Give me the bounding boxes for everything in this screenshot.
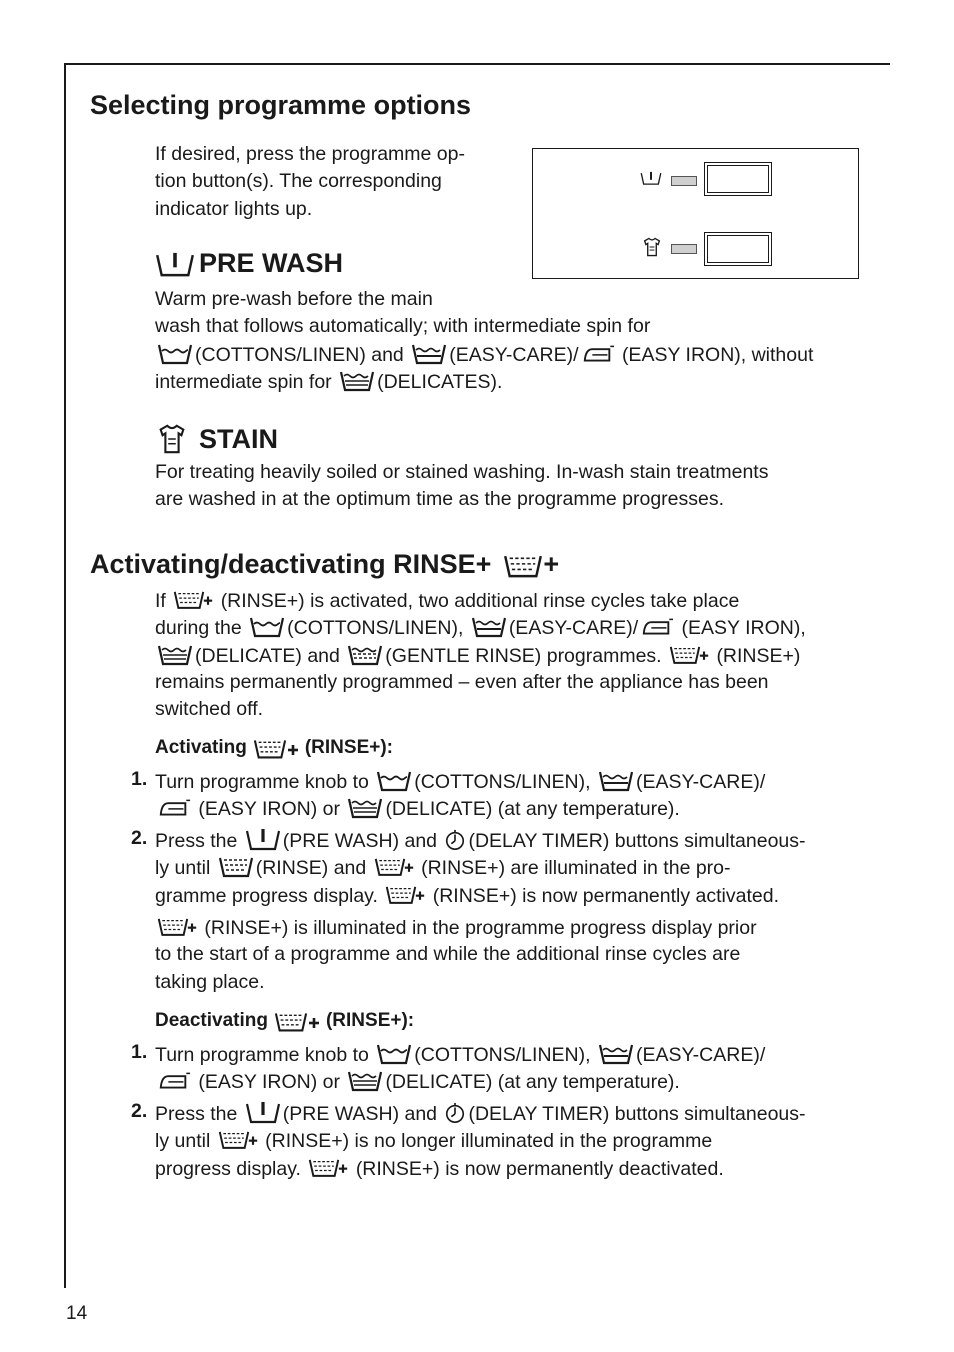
easy-iron-icon bbox=[640, 614, 674, 638]
prewash-button[interactable] bbox=[704, 162, 772, 196]
prewash-description bbox=[155, 286, 813, 395]
prewash-title: PRE WASH bbox=[199, 248, 344, 278]
delicate-icon bbox=[157, 642, 193, 666]
easy-iron-icon bbox=[581, 341, 615, 365]
step-line: (EASY IRON) or (DELICATE) (at any temperature). bbox=[155, 1068, 765, 1095]
cottons-icon bbox=[157, 341, 193, 365]
activating-heading: Activating (RINSE+): bbox=[155, 737, 394, 758]
stain-line: For treating heavily soiled or stained washing. In-wash stain treatments bbox=[155, 461, 769, 483]
stain-shirt-icon bbox=[155, 422, 189, 456]
stain-button[interactable] bbox=[704, 232, 772, 266]
rinse-icon bbox=[218, 854, 254, 878]
step-line: Press the (PRE WASH) and (DELAY TIMER) buttons simultaneous- bbox=[155, 1100, 806, 1127]
stain-title: STAIN bbox=[199, 423, 278, 454]
prewash-line: wash that follows automatically; with intermediate spin for bbox=[155, 315, 651, 338]
prewash-indicator-light bbox=[671, 176, 697, 186]
rinse-plus-icon bbox=[157, 914, 189, 938]
rinse-plus-description bbox=[155, 587, 806, 723]
option-buttons-illustration bbox=[532, 148, 859, 279]
section-title-programme-options: Selecting programme options bbox=[90, 90, 472, 120]
plus-icon bbox=[308, 1009, 320, 1033]
rinse-plus-sign: + bbox=[543, 549, 560, 579]
deactivating-step-2 bbox=[155, 1100, 806, 1182]
step-number: 2. bbox=[131, 1100, 148, 1122]
rinse-line: during the (COTTONS/LINEN), (EASY-CARE)/ (EASY IRON), bbox=[155, 614, 806, 641]
step-line: progress display. (RINSE+) is now permanently deactivated. bbox=[155, 1155, 806, 1182]
activating-step-1 bbox=[155, 768, 765, 823]
rinse-line: switched off. bbox=[155, 698, 264, 721]
stain-heading bbox=[155, 422, 278, 456]
rinse-line: remains permanently programmed – even after the appliance has been bbox=[155, 670, 769, 693]
plus-icon bbox=[404, 854, 414, 878]
plus-icon bbox=[287, 736, 299, 760]
step-line: ly until (RINSE+) is no longer illuminated in the programme bbox=[155, 1127, 806, 1154]
easycare-icon bbox=[471, 614, 507, 638]
note-line: (RINSE+) is illuminated in the programme progress display prior bbox=[155, 914, 757, 941]
options-intro bbox=[155, 141, 525, 223]
activating-note bbox=[155, 914, 757, 996]
plus-icon bbox=[187, 914, 197, 938]
prewash-icon bbox=[245, 827, 281, 851]
easycare-icon bbox=[411, 341, 447, 365]
stain-indicator-light bbox=[671, 244, 697, 254]
deactivating-step-1 bbox=[155, 1041, 765, 1096]
gentle-rinse-icon bbox=[347, 642, 383, 666]
delay-timer-icon bbox=[444, 1102, 466, 1124]
plus-icon bbox=[338, 1155, 348, 1179]
rinse-plus-icon bbox=[308, 1155, 340, 1179]
plus-icon bbox=[203, 587, 213, 611]
cottons-icon bbox=[249, 614, 285, 638]
prewash-line: Warm pre-wash before the main bbox=[155, 288, 433, 310]
options-intro-line: tion button(s). The corresponding bbox=[155, 170, 442, 193]
note-line: to the start of a programme and while the additional rinse cycles are bbox=[155, 943, 741, 966]
rinse-line: If (RINSE+) is activated, two additional rinse cycles take place bbox=[155, 587, 806, 614]
rinse-plus-icon bbox=[385, 882, 417, 906]
plus-icon bbox=[699, 642, 709, 666]
activating-step-2 bbox=[155, 827, 806, 909]
rinse-plus-icon bbox=[253, 736, 287, 760]
plus-icon bbox=[415, 882, 425, 906]
rinse-plus-icon bbox=[173, 587, 205, 611]
stain-line: are washed in at the optimum time as the programme progresses. bbox=[155, 488, 725, 511]
rinse-plus-icon bbox=[274, 1009, 308, 1033]
options-intro-line: If desired, press the programme op- bbox=[155, 143, 465, 165]
step-number: 1. bbox=[131, 768, 148, 790]
delay-timer-icon bbox=[444, 829, 466, 851]
easycare-icon bbox=[598, 1041, 634, 1065]
page-frame-left bbox=[64, 63, 66, 1288]
stain-shirt-icon bbox=[641, 236, 663, 258]
delicate-icon bbox=[347, 1068, 383, 1092]
rinse-plus-icon bbox=[218, 1127, 250, 1151]
step-number: 2. bbox=[131, 827, 148, 849]
cottons-icon bbox=[376, 1041, 412, 1065]
prewash-icon bbox=[640, 170, 662, 186]
deactivating-heading: Deactivating (RINSE+): bbox=[155, 1010, 415, 1031]
easycare-icon bbox=[598, 768, 634, 792]
plus-icon bbox=[248, 1127, 258, 1151]
step-line: gramme progress display. (RINSE+) is now permanently activated. bbox=[155, 882, 806, 909]
easy-iron-icon bbox=[157, 795, 191, 819]
note-line: taking place. bbox=[155, 970, 265, 993]
delicate-icon bbox=[339, 368, 375, 392]
step-number: 1. bbox=[131, 1041, 148, 1063]
options-intro-line: indicator lights up. bbox=[155, 197, 313, 220]
prewash-icon bbox=[155, 250, 195, 278]
step-line: ly until (RINSE) and (RINSE+) are illuminated in the pro- bbox=[155, 854, 806, 881]
step-line: Press the (PRE WASH) and (DELAY TIMER) buttons simultaneous- bbox=[155, 827, 806, 854]
prewash-line: intermediate spin for (DELICATES). bbox=[155, 368, 813, 395]
cottons-icon bbox=[376, 768, 412, 792]
rinse-plus-icon bbox=[669, 642, 701, 666]
page-number: 14 bbox=[66, 1303, 88, 1324]
stain-description bbox=[155, 459, 768, 514]
easy-iron-icon bbox=[157, 1068, 191, 1092]
delicate-icon bbox=[347, 795, 383, 819]
step-line: Turn programme knob to (COTTONS/LINEN), (EASY-CARE)/ bbox=[155, 1041, 765, 1068]
prewash-line: (COTTONS/LINEN) and (EASY-CARE)/ (EASY IRON), without bbox=[155, 341, 813, 368]
rinse-icon bbox=[503, 551, 543, 579]
rinse-plus-title: Activating/deactivating RINSE+ bbox=[90, 549, 492, 579]
step-line: Turn programme knob to (COTTONS/LINEN), (EASY-CARE)/ bbox=[155, 768, 765, 795]
prewash-icon bbox=[245, 1100, 281, 1124]
step-line: (EASY IRON) or (DELICATE) (at any temperature). bbox=[155, 795, 765, 822]
rinse-plus-heading bbox=[90, 549, 559, 580]
page-frame-top bbox=[64, 63, 890, 65]
rinse-plus-icon bbox=[374, 854, 406, 878]
prewash-heading bbox=[155, 248, 343, 279]
rinse-line: (DELICATE) and (GENTLE RINSE) programmes. (RINSE+) bbox=[155, 642, 806, 669]
